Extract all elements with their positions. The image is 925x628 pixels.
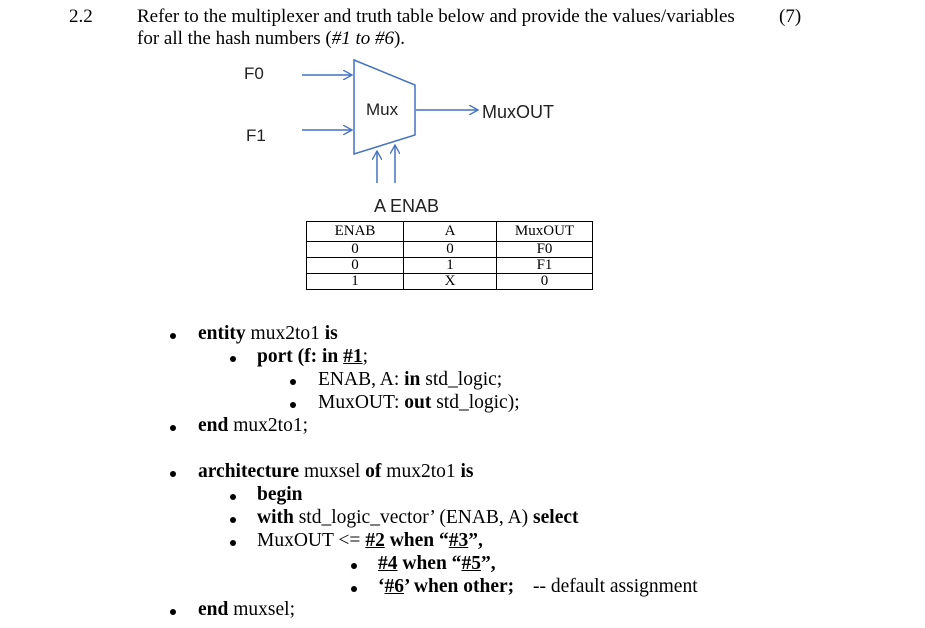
code-comment: -- default assignment xyxy=(533,576,698,597)
question-text-line2: for all the hash numbers (#1 to #6). xyxy=(137,28,406,49)
bullet-icon xyxy=(290,379,296,385)
bullet-icon xyxy=(230,356,236,362)
code-begin-line: begin xyxy=(257,484,303,505)
table-cell: 1 xyxy=(404,258,497,274)
bullet-icon xyxy=(170,471,176,477)
hash-5: #5 xyxy=(461,553,481,574)
table-row xyxy=(307,242,593,258)
hash-2: #2 xyxy=(365,530,385,551)
hash-6: #6 xyxy=(384,576,404,597)
header-muxout: MuxOUT xyxy=(497,222,593,242)
table-row xyxy=(307,258,593,274)
header-a: A xyxy=(404,222,497,242)
table-row xyxy=(307,274,593,290)
question-number: 2.2 xyxy=(69,6,93,27)
truth-table-header-row xyxy=(307,222,593,242)
mux-label: Mux xyxy=(366,100,399,119)
bullet-icon xyxy=(230,540,236,546)
code-port-line: port (f: in #1; xyxy=(257,346,369,367)
bullet-icon xyxy=(351,563,357,569)
code-with-line: with std_logic_vector’ (ENAB, A) select xyxy=(257,507,579,528)
code-when-line-2: #4 when “#5”, xyxy=(378,553,496,574)
code-when-line-3: ‘#6’ when other; xyxy=(378,576,515,597)
bullet-icon xyxy=(170,333,176,339)
table-cell: 1 xyxy=(307,274,404,290)
bullet-icon xyxy=(230,517,236,523)
table-cell: F0 xyxy=(497,242,593,258)
hash-4: #4 xyxy=(378,553,398,574)
code-muxout-line: MuxOUT: out std_logic); xyxy=(318,392,520,413)
bullet-icon xyxy=(351,586,357,592)
header-enab: ENAB xyxy=(307,222,404,242)
code-end-arch-line: end muxsel; xyxy=(198,599,295,620)
hash-1: #1 xyxy=(343,346,363,367)
table-cell: 0 xyxy=(497,274,593,290)
bullet-icon xyxy=(170,609,176,615)
output-label: MuxOUT xyxy=(482,102,554,122)
select-label: A ENAB xyxy=(374,196,440,216)
question-text-line1: Refer to the multiplexer and truth table below and provide the values/variables xyxy=(137,6,735,27)
bullet-icon xyxy=(230,494,236,500)
table-cell: 0 xyxy=(404,242,497,258)
code-enab-line: ENAB, A: in std_logic; xyxy=(318,369,503,390)
code-architecture-line: architecture muxsel of mux2to1 is xyxy=(198,461,474,482)
input-f1-label: F1 xyxy=(246,126,266,145)
bullet-icon xyxy=(170,425,176,431)
table-cell: F1 xyxy=(497,258,593,274)
code-assign-line: MuxOUT <= #2 when “#3”, xyxy=(257,530,483,551)
truth-table xyxy=(306,221,593,290)
code-entity-line: entity mux2to1 is xyxy=(198,323,338,344)
input-f0-label: F0 xyxy=(244,64,264,83)
bullet-icon xyxy=(290,402,296,408)
question-marks: (7) xyxy=(779,6,802,27)
code-end-entity-line: end mux2to1; xyxy=(198,415,308,436)
hash-3: #3 xyxy=(448,530,469,551)
table-cell: X xyxy=(404,274,497,290)
table-cell: 0 xyxy=(307,258,404,274)
table-cell: 0 xyxy=(307,242,404,258)
